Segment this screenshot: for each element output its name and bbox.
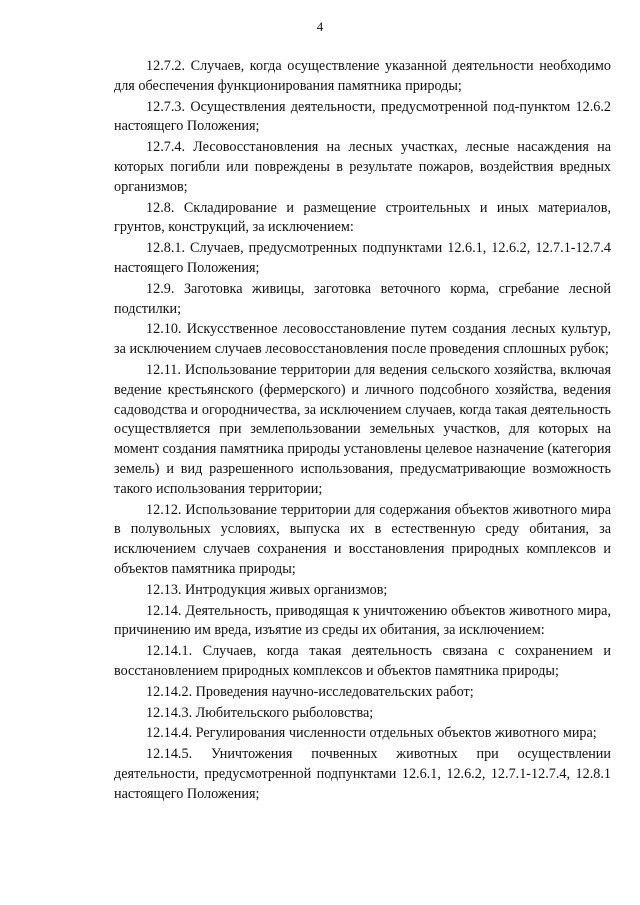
page-number: 4 [316,19,324,34]
paragraph-12-7-3: 12.7.3. Осуществления деятельности, предусмотренной под-пунктом 12.6.2 настоящего Положения; [114,98,611,135]
paragraph-12-14-5: 12.14.5. Уничтожения почвенных животных при осуществлении деятельности, предусмотренной подпунктами 12.6.1, 12.6.2, 12.7.1-12.7.4, 12.8.1 настоящего Положения; [114,746,611,802]
paragraph-12-8: 12.8. Складирование и размещение строительных и иных материалов, грунтов, конструкций, за исключением: [114,199,611,236]
paragraph-12-14-1: 12.14.1. Случаев, когда такая деятельность связана с сохранением и восстановлением природных комплексов и объектов памятника природы; [114,643,611,679]
paragraph-12-10: 12.10. Искусственное лесовосстановление путем создания лесных культур, за исключением случаев лесовосстановления после проведения сплошных рубок; [114,321,611,358]
paragraph-12-8-1: 12.8.1. Случаев, предусмотренных подпунктами 12.6.1, 12.6.2, 12.7.1-12.7.4 настоящего Положения; [114,240,611,276]
paragraph-12-14-2: 12.14.2. Проведения научно-исследовательских работ; [146,683,474,700]
paragraph-12-12: 12.12. Использование территории для содержания объектов животного мира в полувольных условиях, выпуска их в естественную среду обитания, за исключением случаев сохранения и восстановления природных комплексов и объектов памятника природы; [114,501,611,577]
paragraph-12-11: 12.11. Использование территории для ведения сельского хозяйства, включая ведение крестьянского (фермерского) и личного подсобного хозяйства, ведения садоводства и огородничества, за исключением случаев, когда такая деятельность осуществляется при землепользовании земельных участков, для которых на момент создания памятника природы установлены целевое назначение (категория земель) и вид разрешенного использования, предусматривающие возможность такого использования территории; [114,361,611,497]
paragraph-12-7-4: 12.7.4. Лесовосстановления на лесных участках, лесные насаждения на которых погибли или повреждены в результате пожаров, воздействия вредных организмов; [114,139,611,195]
paragraph-12-14-3: 12.14.3. Любительского рыболовства; [146,704,374,721]
paragraph-12-7-2: 12.7.2. Случаев, когда осуществление указанной деятельности необходимо для обеспечения функционирования памятника природы; [114,58,611,94]
paragraph-12-14: 12.14. Деятельность, приводящая к уничтожению объектов животного мира, причинению им вреда, изъятие из среды их обитания, за исключением: [114,602,611,639]
paragraph-12-13: 12.13. Интродукция живых организмов; [146,581,388,598]
document-body [114,57,611,804]
paragraph-12-9: 12.9. Заготовка живицы, заготовка веточного корма, сгребание лесной подстилки; [114,280,611,317]
paragraph-12-14-4: 12.14.4. Регулирования численности отдельных объектов животного мира; [146,725,597,742]
